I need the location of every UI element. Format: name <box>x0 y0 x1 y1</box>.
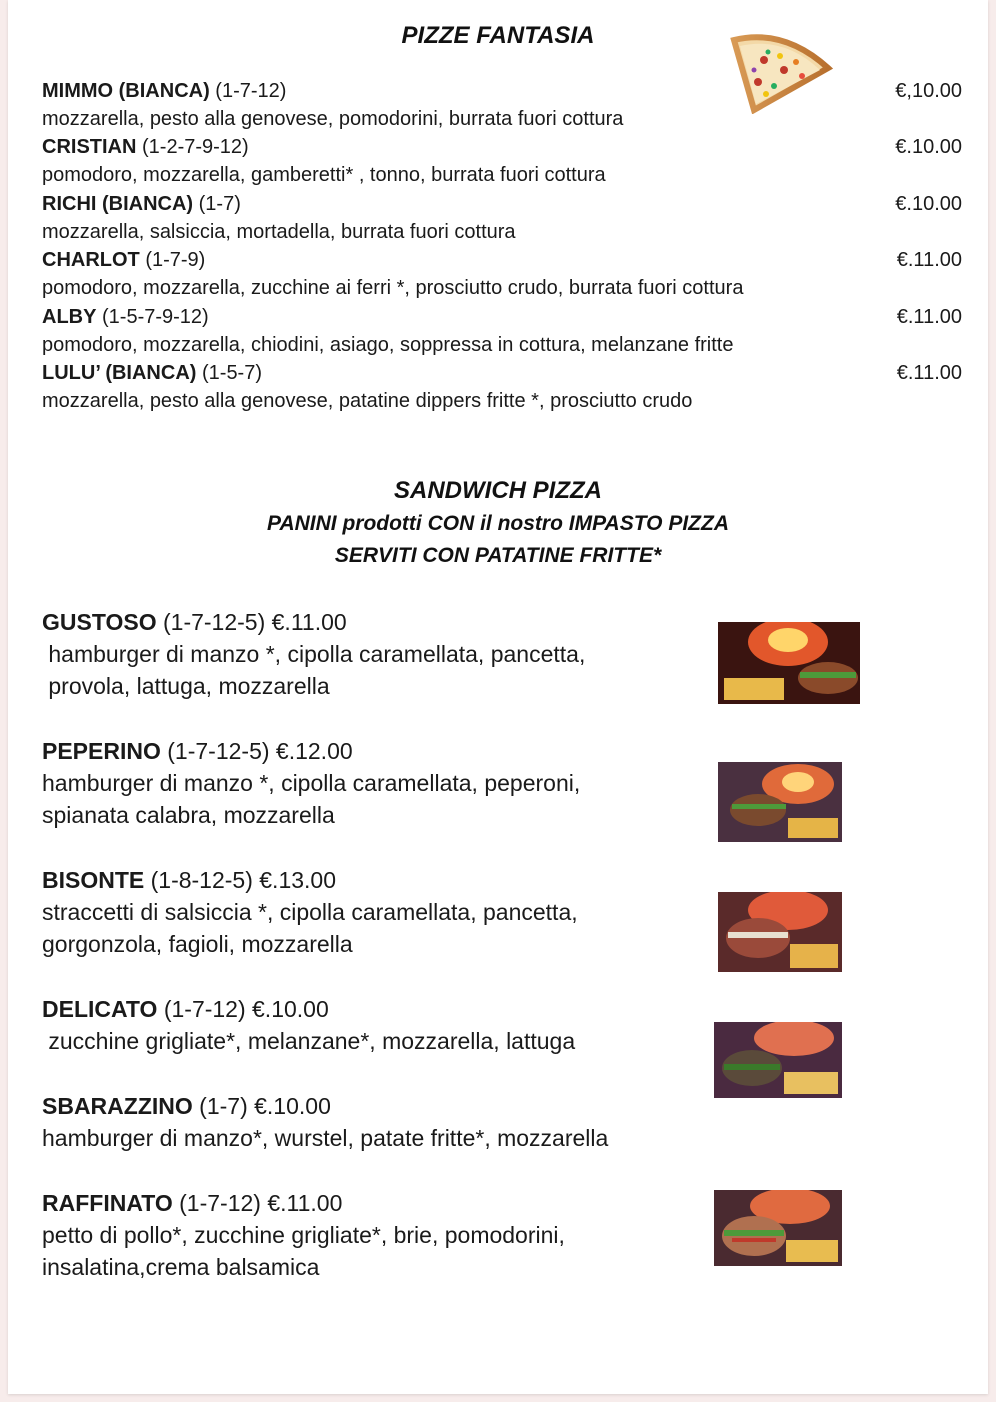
sandwich-item <box>42 1090 942 1154</box>
menu-page <box>8 0 988 1394</box>
pizza-item <box>42 362 962 418</box>
sandwich-ingredients: hamburger di manzo *, cipolla caramellata, peperoni, spianata calabra, mozzarella <box>42 770 581 828</box>
pizza-item <box>42 306 962 362</box>
pizza-price: €.11.00 <box>896 362 962 384</box>
sandwich-pizza-title: SANDWICH PIZZA <box>394 477 602 504</box>
sandwich-subtitle-2: SERVITI CON PATATINE FRITTE* <box>334 544 662 567</box>
sandwich-photo <box>714 1190 842 1266</box>
pizza-allergens: (1-7-12) <box>209 80 287 102</box>
pizza-item <box>42 80 962 136</box>
pizza-ingredients: mozzarella, salsiccia, mortadella, burrata fuori cottura <box>42 221 516 243</box>
pizza-ingredients: pomodoro, mozzarella, zucchine ai ferri *, prosciutto crudo, burrata fuori cottura <box>42 277 744 299</box>
sandwich-details: (1-8-12-5) €.13.00 <box>144 867 337 893</box>
pizza-price: €,10.00 <box>895 80 962 102</box>
pizza-allergens: (1-5-7-9-12) <box>96 306 209 328</box>
pizza-allergens: (1-7-9) <box>139 249 206 271</box>
sandwich-details: (1-7-12-5) €.12.00 <box>160 738 353 764</box>
pizza-allergens: (1-5-7) <box>196 362 263 384</box>
pizza-ingredients: pomodoro, mozzarella, chiodini, asiago, soppressa in cottura, melanzane fritte <box>42 334 734 356</box>
sandwich-photo <box>718 762 842 842</box>
pizza-item <box>42 136 962 192</box>
pizza-ingredients: pomodoro, mozzarella, gamberetti* , tonno, burrata fuori cottura <box>42 164 606 186</box>
sandwich-name: RAFFINATO <box>42 1190 173 1216</box>
sandwich-details: (1-7-12) €.10.00 <box>157 996 329 1022</box>
pizza-price: €.11.00 <box>896 249 962 271</box>
pizza-price: €.10.00 <box>895 193 962 215</box>
sandwich-photo <box>714 1022 842 1098</box>
pizza-name: MIMMO (BIANCA) <box>42 80 210 102</box>
sandwich-name: GUSTOSO <box>42 609 157 635</box>
sandwich-details: (1-7-12-5) €.11.00 <box>156 609 347 635</box>
sandwich-ingredients: straccetti di salsiccia *, cipolla caramellata, pancetta, gorgonzola, fagioli, mozzarella <box>42 899 578 957</box>
sandwich-name: DELICATO <box>42 996 158 1022</box>
sandwich-subtitle-1: PANINI prodotti CON il nostro IMPASTO PIZZA <box>267 512 729 535</box>
sandwich-name: PEPERINO <box>42 738 161 764</box>
pizza-name: RICHI (BIANCA) <box>42 193 194 215</box>
pizza-ingredients: mozzarella, pesto alla genovese, patatine dippers fritte *, prosciutto crudo <box>42 390 693 412</box>
sandwich-ingredients: hamburger di manzo*, wurstel, patate fritte*, mozzarella <box>42 1125 609 1151</box>
pizza-price: €.11.00 <box>896 306 962 328</box>
pizza-item <box>42 193 962 249</box>
pizza-item <box>42 249 962 305</box>
pizza-name: LULU’ (BIANCA) <box>42 362 197 384</box>
pizza-name: CRISTIAN <box>42 136 137 158</box>
pizza-allergens: (1-2-7-9-12) <box>136 136 249 158</box>
sandwich-ingredients: zucchine grigliate*, melanzane*, mozzarella, lattuga <box>42 1028 576 1054</box>
sandwich-photo <box>718 622 860 704</box>
sandwich-details: (1-7) €.10.00 <box>192 1093 331 1119</box>
pizze-fantasia-title: PIZZE FANTASIA <box>401 22 595 49</box>
sandwich-name: BISONTE <box>42 867 145 893</box>
sandwich-name: SBARAZZINO <box>42 1093 193 1119</box>
sandwich-photo <box>718 892 842 972</box>
pizza-price: €.10.00 <box>895 136 962 158</box>
sandwich-details: (1-7-12) €.11.00 <box>172 1190 343 1216</box>
sandwich-ingredients: hamburger di manzo *, cipolla caramellata, pancetta, provola, lattuga, mozzarella <box>48 641 586 699</box>
sandwich-ingredients: petto di pollo*, zucchine grigliate*, brie, pomodorini, insalatina,crema balsamica <box>42 1222 565 1280</box>
pizza-name: CHARLOT <box>42 249 140 271</box>
pizza-ingredients: mozzarella, pesto alla genovese, pomodorini, burrata fuori cottura <box>42 108 624 130</box>
pizza-allergens: (1-7) <box>193 193 241 215</box>
pizza-name: ALBY <box>42 306 97 328</box>
